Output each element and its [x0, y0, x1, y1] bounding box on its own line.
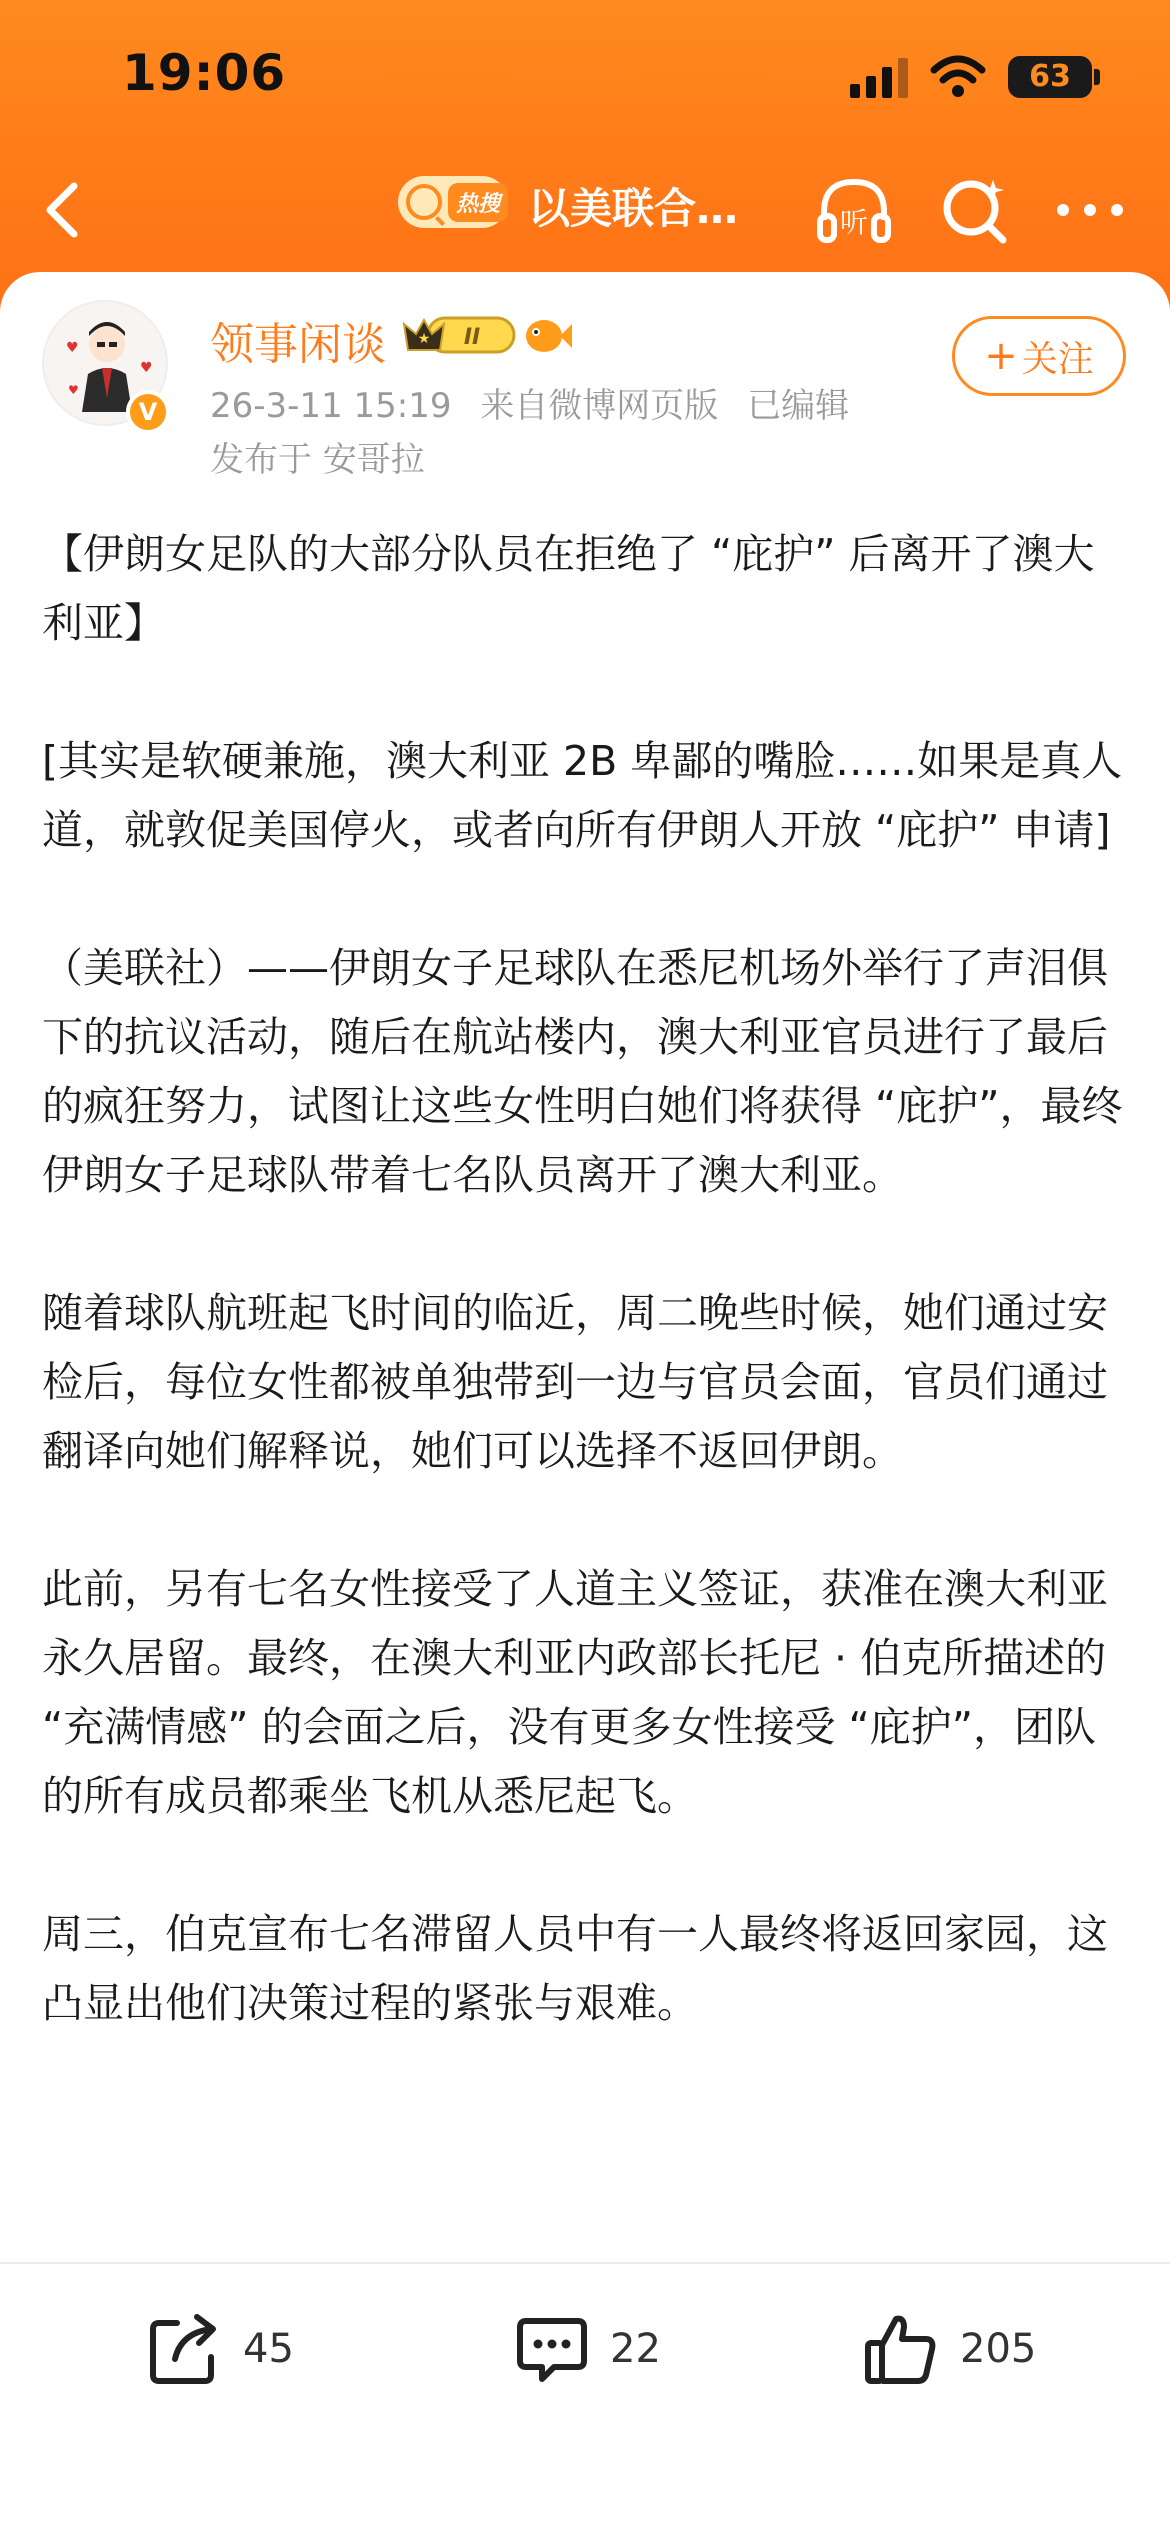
follow-button[interactable] [952, 316, 1126, 396]
hot-topic-title[interactable]: 以美联合… [528, 184, 739, 233]
battery-indicator: 63 [1008, 56, 1092, 98]
back-icon[interactable] [30, 170, 100, 250]
hot-search-badge[interactable] [398, 176, 508, 228]
post-paragraph: 随着球队航班起飞时间的临近，周二晚些时候，她们通过安检后，每位女性都被单独带到一边与官员会面，官员们通过翻译向她们解释说，她们可以选择不返回伊朗。 [42, 1289, 1108, 1475]
post-edited[interactable]: 已编辑 [747, 386, 850, 426]
like-button[interactable] [862, 2304, 1036, 2394]
bottom-action-bar [0, 2262, 1170, 2532]
share-icon [145, 2309, 225, 2389]
nav-bar [0, 150, 1170, 270]
member-level-badge-icon[interactable] [398, 310, 518, 360]
verified-badge-icon: V [126, 390, 170, 434]
more-options-icon[interactable] [1055, 200, 1125, 220]
post-location: 发布于 安哥拉 [210, 440, 425, 480]
plus-icon: + [984, 333, 1018, 379]
thumbs-up-icon [862, 2309, 942, 2389]
share-button[interactable] [145, 2304, 294, 2394]
fish-emblem-icon [520, 312, 572, 358]
svg-text:♥: ♥ [66, 340, 79, 356]
battery-tip [1094, 69, 1100, 85]
post-date: 26-3-11 15:19 [210, 386, 452, 426]
comment-button[interactable] [512, 2304, 661, 2394]
search-icon[interactable] [935, 168, 1015, 252]
post-paragraph: 周三，伯克宣布七名滞留人员中有一人最终将返回家园，这凸显出他们决策过程的紧张与艰难。 [42, 1910, 1108, 2027]
listen-label: 听 [839, 206, 869, 239]
post-meta [210, 378, 867, 427]
svg-text:♥: ♥ [140, 360, 153, 376]
headphones-listen-icon[interactable] [812, 168, 896, 252]
post-paragraph: [其实是软硬兼施，澳大利亚 2B 卑鄙的嘴脸……如果是真人道，就敦促美国停火，或者向所有伊朗人开放 “庇护” 申请] [42, 737, 1123, 854]
post-paragraph: （美联社）——伊朗女子足球队在悉尼机场外举行了声泪俱下的抗议活动，随后在航站楼内，澳大利亚官员进行了最后的疯狂努力，试图让这些女性明白她们将获得 “庇护”，最终伊朗女子足球队带着七名队员离开了澳大利亚。 [42, 944, 1123, 1199]
author-name[interactable]: 领事闲谈 [210, 319, 386, 370]
comment-count: 22 [610, 2326, 661, 2372]
post-paragraph: 【伊朗女足队的大部分队员在拒绝了 “庇护” 后离开了澳大利亚】 [42, 530, 1095, 647]
share-count: 45 [243, 2326, 294, 2372]
svg-text:★: ★ [417, 331, 431, 347]
member-level-text: II [463, 325, 481, 350]
status-bar [0, 0, 1170, 150]
status-time: 19:06 [122, 44, 287, 102]
search-magnifier-icon [406, 184, 442, 220]
wifi-icon [930, 54, 986, 98]
hot-search-label: 热搜 [448, 183, 508, 222]
follow-label: 关注 [1021, 338, 1094, 380]
post-source: 来自微博网页版 [480, 386, 719, 426]
post-content [42, 520, 1132, 2107]
comment-icon [512, 2309, 592, 2389]
svg-text:♥: ♥ [68, 383, 79, 397]
like-count: 205 [960, 2326, 1037, 2372]
post-paragraph: 此前，另有七名女性接受了人道主义签证，获准在澳大利亚永久居留。最终，在澳大利亚内政部长托尼 · 伯克所描述的 “充满情感” 的会面之后，没有更多女性接受 “庇护”，团队的所有成员都乘坐飞机从悉尼起飞。 [42, 1565, 1108, 1820]
cellular-signal-icon [850, 58, 912, 98]
